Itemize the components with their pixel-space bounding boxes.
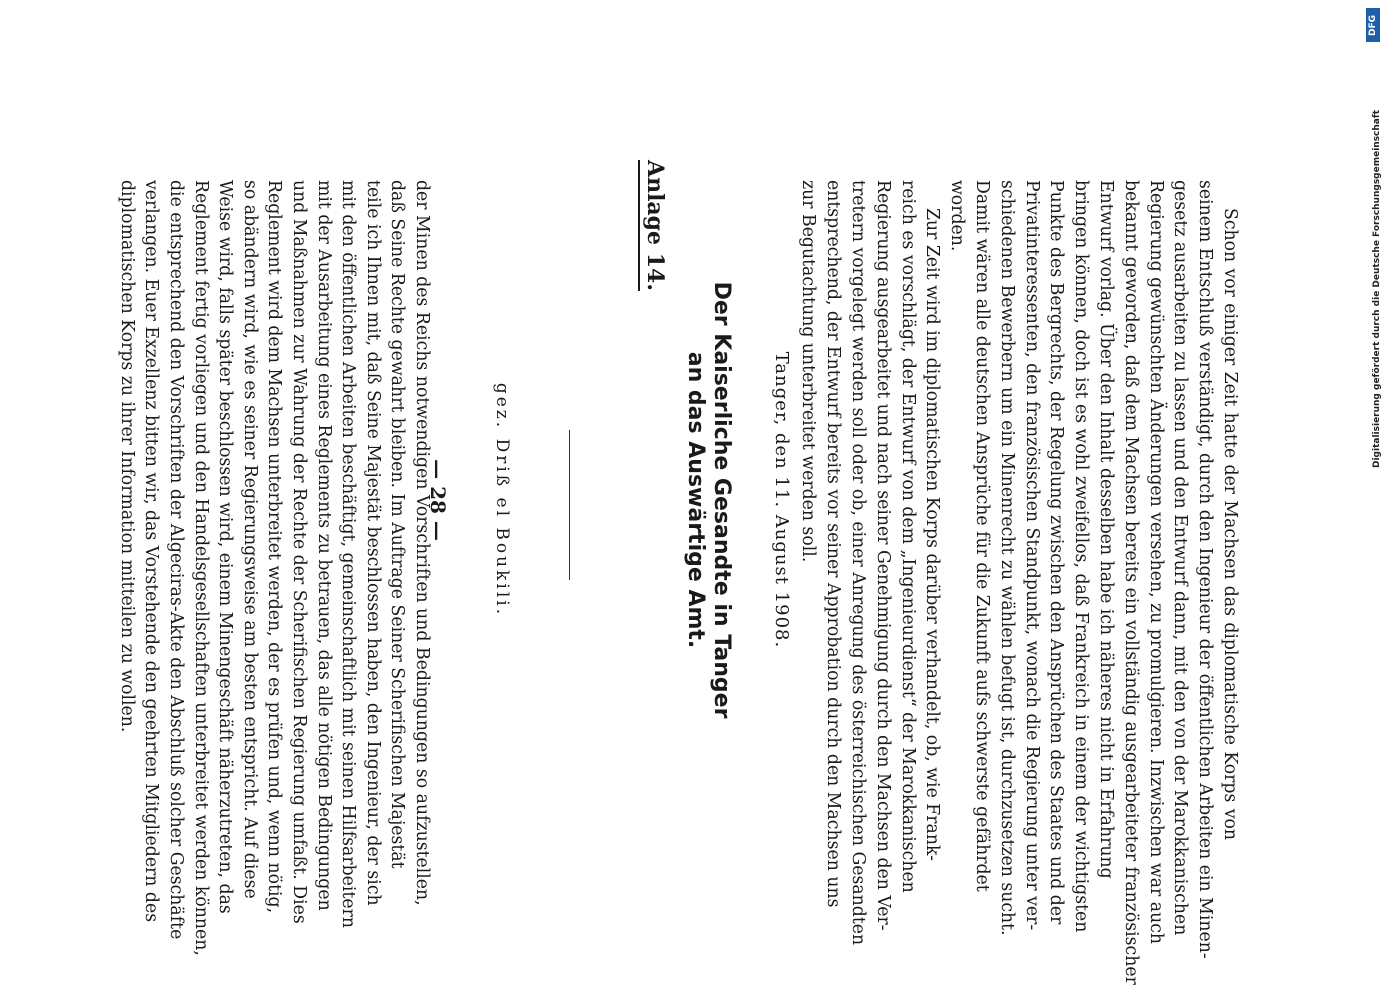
text-line: worden. (947, 180, 968, 252)
document-title (682, 150, 734, 850)
text-line: Damit wären alle deutschen Ansprüche für die Zukunft aufs schwerste gefährdet (972, 180, 993, 892)
text-line: Weise wird, falls später beschlossen wird, einem Minengeschäft näherzutreten, das (215, 180, 236, 914)
text-line: entsprechend, der Entwurf bereits vor seiner Approbation durch den Machsen uns (823, 180, 844, 908)
document-title-line-2: an das Auswärtige Amt. (683, 351, 708, 649)
letter-body (796, 180, 1242, 985)
text-line: und Maßnahmen zur Wahrung der Rechte der Scherifischen Regierung umfaßt. Dies (289, 180, 310, 924)
text-line: mit der Ausarbeitung eines Reglements zu betrauen, das alle nötigen Bedingungen (313, 180, 334, 911)
text-line: verlangen. Euer Exzellenz bitten wir, das Vorstehende den geehrten Mitgliedern des (141, 180, 162, 923)
text-line: bringen können, doch ist es wohl zweifellos, daß Frankreich in einem der wichtigsten (1071, 180, 1092, 933)
text-line: daß Seine Rechte gewahrt bleiben. Im Auftrage Seiner Scherifischen Majestät (387, 180, 408, 869)
text-line: Privatinteressenten, den französischen Standpunkt, wonach die Regierung unter ver- (1021, 180, 1042, 931)
text-line: so abändern wird, wie es seiner Regierungsweise am besten entspricht. Auf diese (239, 180, 260, 899)
signature-line: gez. Driß el Boukili. (492, 382, 512, 618)
text-line: Zur Zeit wird im diplomatischen Korps darüber verhandelt, ob, wie Frank- (922, 208, 943, 861)
text-line: seinem Entschluß verständigt, durch den Ingenieur der öffentlichen Arbeiten ein Minen- (1195, 180, 1216, 959)
dateline: Tanger, den 11. August 1908. (771, 351, 792, 649)
document-title-line-1: Der Kaiserliche Gesandte in Tanger (709, 281, 734, 719)
rotated-annex (140, 150, 1250, 985)
text-line: Punkte des Bergrechts, der Regelung zwischen den Ansprüchen des Staates und der (1046, 180, 1067, 925)
digitization-credit: Digitalisierung gefördert durch die Deutsche Forschungsgemeinschaft (1372, 109, 1382, 468)
text-line: der Minen des Reichs notwendigen Vorschriften und Bedingungen so aufzustellen, (412, 180, 432, 906)
text-line: teile ich Ihnen mit, daß Seine Majestät beschlossen haben, den Ingenieur, der sich (362, 180, 383, 906)
text-line: Schon vor einiger Zeit hatte der Machsen das diplomatische Korps von (1220, 208, 1240, 840)
dfg-logo: DFG (1366, 8, 1380, 42)
text-line: zur Begutachtung unterbreitet werden soll. (798, 180, 819, 563)
text-line: diplomatischen Korps zu ihrer Information mitteilen zu wollen. (116, 180, 137, 733)
text-line: Entwurf vorlag. Über den Inhalt desselben habe ich näheres nicht in Erfahrung (1096, 180, 1117, 879)
text-line: Regierung gewünschten Änderungen versehen, zu promulgieren. Inzwischen war auch (1145, 180, 1166, 945)
text-line: Reglement wird dem Machsen unterbreitet werden, der es prüfen und, wenn nötig, (264, 180, 285, 914)
text-line: gesetz ausarbeiten zu lassen und den Entwurf dann, mit den von der Marokkanischen (1170, 180, 1191, 936)
text-line: bekannt geworden, daß dem Machsen bereits ein vollständig ausgearbeiteter französischer (1120, 180, 1141, 985)
text-line: schiedenen Bewerbern um ein Minenrecht zu wählen befugt ist, durchzusetzen sucht. (996, 180, 1017, 936)
text-line: tretern vorgelegt werden soll oder ob, einer Anregung des österreichischen Gesandten (848, 180, 869, 946)
annex-heading: Anlage 14. (638, 160, 668, 291)
text-line: Regierung ausgearbeitet und nach seiner Genehmigung durch den Machsen den Ver- (872, 180, 893, 931)
text-line: die entsprechend den Vorschriften der Algeciras-Akte den Abschluß solcher Geschäfte (166, 180, 187, 940)
page-number: — 28 — (426, 459, 450, 541)
text-line: Reglement fertig vorliegen und den Handelsgesellschaften unterbreitet werden können, (190, 180, 211, 956)
text-line: reich es vorschlägt, der Entwurf von dem „Ingenieurdienst“ der Marokkanischen (897, 180, 918, 893)
text-line: mit den öffentlichen Arbeiten beschäftigt, gemeinschaftlich mit seinen Hilfsarbeitern (338, 180, 359, 928)
